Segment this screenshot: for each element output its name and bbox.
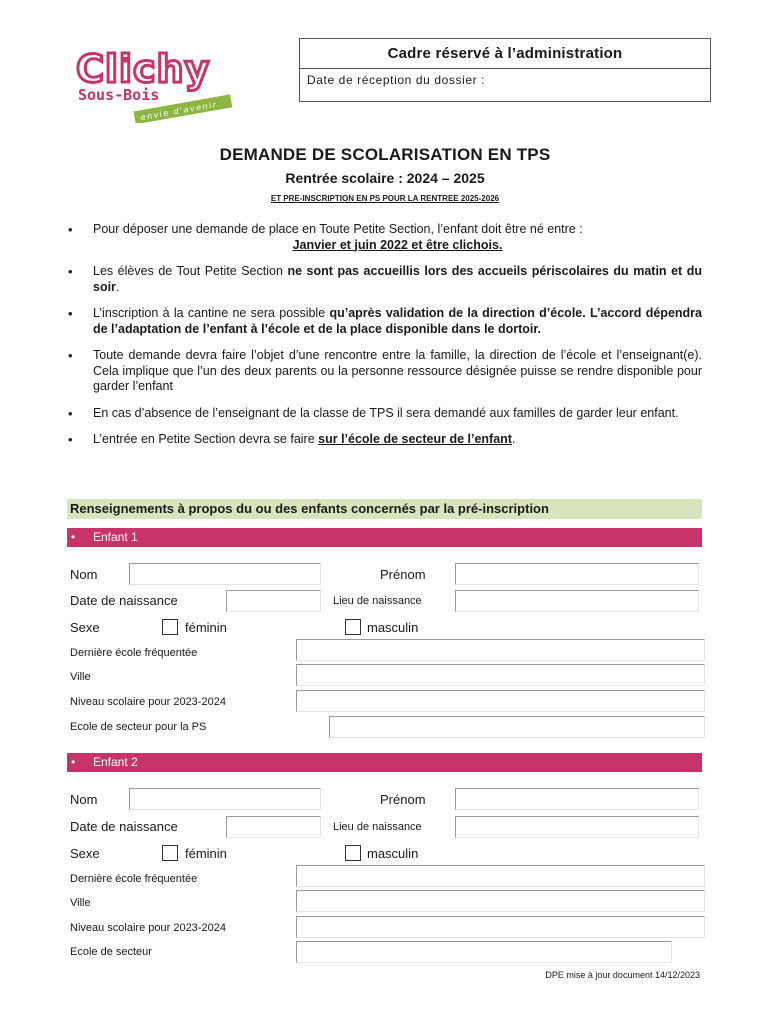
child1-ecole-secteur-field[interactable] [329,716,705,738]
child2-feminin-checkbox[interactable] [162,845,178,861]
child2-niveau-label: Niveau scolaire pour 2023-2024 [70,922,226,934]
svg-text:Sous-Bois: Sous-Bois [78,86,160,104]
clichy-logo [72,48,237,123]
child1-sexe-label: Sexe [70,620,100,635]
child1-nom-field[interactable] [129,563,321,585]
child1-ville-label: Ville [70,671,91,683]
child1-derniere-ecole-field[interactable] [296,639,705,661]
child2-lieu-naissance-label: Lieu de naissance [333,821,422,833]
child1-prenom-field[interactable] [455,563,699,585]
child1-ville-field[interactable] [296,664,705,686]
admin-reserved-box [299,38,711,102]
child1-prenom-label: Prénom [380,567,426,582]
document-title: DEMANDE DE SCOLARISATION EN TPS [219,145,551,164]
school-year-subtitle: Rentrée scolaire : 2024 – 2025 [285,170,485,186]
child2-nom-label: Nom [70,792,98,807]
child2-ville-label: Ville [70,897,91,909]
svg-text:envie d'avenir: envie d'avenir [139,99,219,123]
child1-masculin-label: masculin [367,620,419,635]
child2-header: • Enfant 2 [67,753,702,772]
child2-date-naissance-field[interactable] [226,816,321,838]
rule-secteur: • L’entrée en Petite Section devra se faire sur l’école de secteur de l’enfant. [68,432,702,448]
child2-niveau-field[interactable] [296,916,705,938]
admin-box-title: Cadre réservé à l’administration [300,39,710,69]
child2-date-naissance-label: Date de naissance [70,819,178,834]
child2-sexe-label: Sexe [70,846,100,861]
child1-feminin-label: féminin [185,620,227,635]
rules-list [68,222,702,459]
child1-ecole-secteur-label: Ecole de secteur pour la PS [70,721,207,733]
child2-derniere-ecole-field[interactable] [296,865,705,887]
child1-nom-label: Nom [70,567,98,582]
child2-prenom-label: Prénom [380,792,426,807]
child1-header: • Enfant 1 [67,528,702,547]
child1-date-naissance-label: Date de naissance [70,593,178,608]
child2-prenom-field[interactable] [455,788,699,810]
child2-derniere-ecole-label: Dernière école fréquentée [70,873,198,885]
child2-ecole-secteur-label: Ecole de secteur [70,946,152,958]
child1-niveau-label: Niveau scolaire pour 2023-2024 [70,696,226,708]
child2-feminin-label: féminin [185,846,227,861]
child2-masculin-label: masculin [367,846,419,861]
document-update-footer: DPE mise à jour document 14/12/2023 [545,970,700,980]
child1-date-naissance-field[interactable] [226,590,321,612]
child1-lieu-naissance-field[interactable] [455,590,699,612]
rule-absence: • En cas d’absence de l’enseignant de la classe de TPS il sera demandé aux familles de garder leur enfant. [68,406,702,422]
child1-derniere-ecole-label: Dernière école fréquentée [70,647,198,659]
rule-cantine: • L’inscription à la cantine ne sera possible qu’après validation de la direction d’école. L’accord dépendra de l’adaptation de l’enfant à l’école et de la place disponible dans le dortoir. [68,306,702,337]
logo-graphic [72,48,237,123]
child1-niveau-field[interactable] [296,690,705,712]
child2-lieu-naissance-field[interactable] [455,816,699,838]
child2-nom-field[interactable] [129,788,321,810]
reception-date-label: Date de réception du dossier : [307,73,486,87]
child2-ville-field[interactable] [296,890,705,912]
children-info-section-title: Renseignements à propos du ou des enfants concernés par la pré-inscription [67,499,702,519]
rule-periscolaire: • Les élèves de Tout Petite Section ne sont pas accueillis lors des accueils périscolaires du matin et du soir. [68,264,702,295]
child1-lieu-naissance-label: Lieu de naissance [333,595,422,607]
child2-ecole-secteur-field[interactable] [296,941,672,963]
svg-text:Clichy: Clichy [76,48,211,91]
child1-feminin-checkbox[interactable] [162,619,178,635]
pre-inscription-subtitle: ET PRE-INSCRIPTION EN PS POUR LA RENTREE 2025-2026 [270,194,500,203]
rule-rencontre: • Toute demande devra faire l’objet d’une rencontre entre la famille, la direction de l’école et l’enseignant(e). Cela implique que l’un des deux parents ou la personne ressource désignée puisse se rendre disponible pour garder l’enfant [68,348,702,395]
child1-masculin-checkbox[interactable] [345,619,361,635]
child2-masculin-checkbox[interactable] [345,845,361,861]
rule-age: • Pour déposer une demande de place en Toute Petite Section, l’enfant doit être né entre : Janvier et juin 2022 et être clichois. [68,222,702,253]
